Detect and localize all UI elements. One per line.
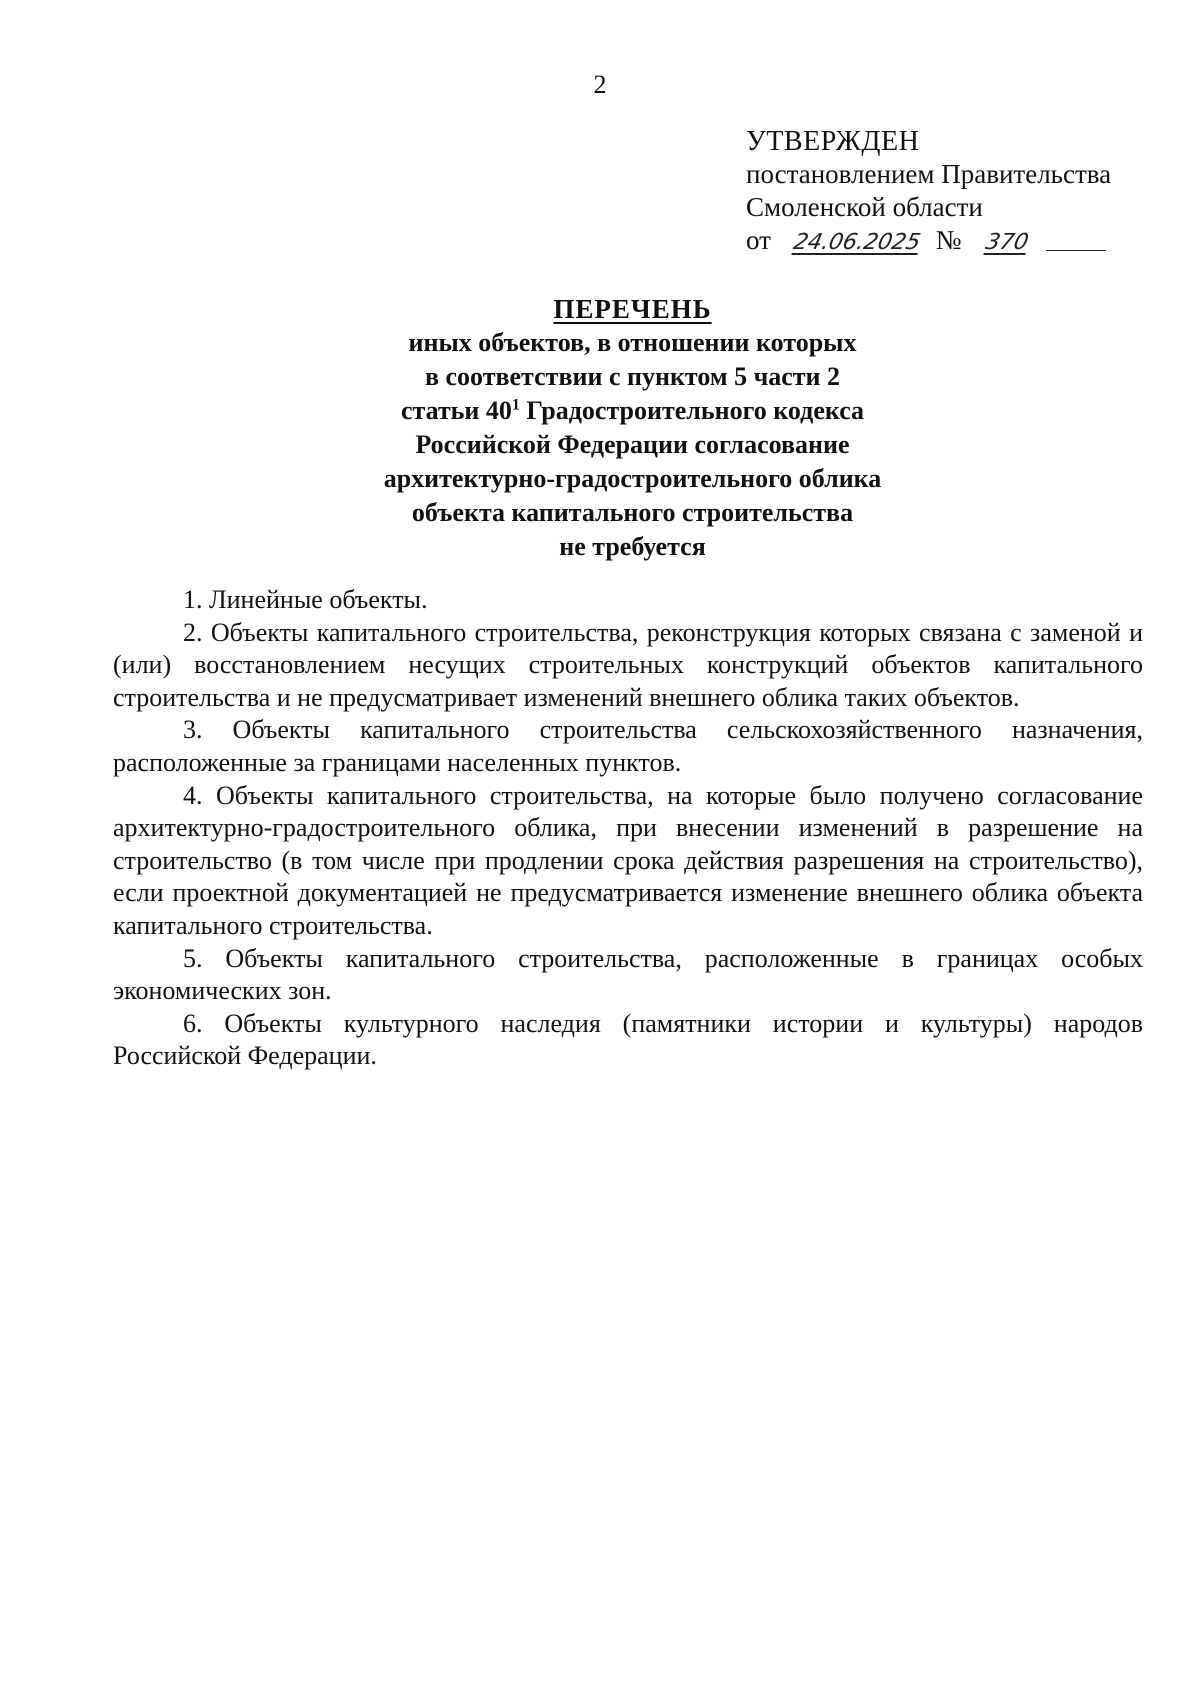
- heading-line-6: объекта капитального строительства: [411, 498, 854, 527]
- handwritten-number: 370: [983, 230, 1031, 255]
- heading-line-3-end: Градостроительного кодекса: [519, 396, 865, 425]
- list-item: 1. Линейные объекты.: [183, 585, 428, 614]
- approval-block: [746, 125, 1111, 259]
- approval-date-line: [746, 224, 1111, 259]
- heading-line-4: Российской Федерации согласование: [415, 430, 850, 459]
- date-prefix: от: [746, 225, 771, 255]
- heading-superscript: 1: [511, 396, 520, 414]
- number-underline: [1046, 250, 1106, 251]
- heading-line-5: архитектурно-градостроительного облика: [383, 464, 882, 493]
- approval-line-2: Смоленской области: [746, 192, 983, 222]
- handwritten-date: 24.06.2025: [791, 230, 923, 255]
- heading-line-3: [0, 394, 1200, 428]
- items-list: [113, 584, 1143, 1073]
- heading-line-3-start: статьи 40: [400, 396, 512, 425]
- list-item: 3. Объекты капитального строительства сельскохозяйственного назначения, расположенные за границами населенных пунктов.: [113, 715, 1143, 777]
- document-heading: [0, 292, 1200, 564]
- approval-line-1: постановлением Правительства: [746, 159, 1112, 189]
- list-item: 6. Объекты культурного наследия (памятники истории и культуры) народов Российской Федерации.: [113, 1008, 1143, 1071]
- list-item: 2. Объекты капитального строительства, реконструкция которых связана с заменой и (или) восстановлением несущих строительных конструкций объектов капитального строительства и не предусматривает изменений внешнего облика таких объектов.: [113, 617, 1143, 712]
- list-item: 4. Объекты капитального строительства, на которые было получено согласование архитектурно-градостроительного облика, при внесении изменений в разрешение на строительство (в том числе при продлении срока действия разрешения на строительство), если проектной документацией не предусматривается изменение внешнего облика объекта капитального строительства.: [113, 780, 1143, 940]
- number-sign: №: [935, 225, 962, 255]
- heading-line-7: не требуется: [559, 532, 706, 561]
- document-title: ПЕРЕЧЕНЬ: [553, 294, 712, 324]
- heading-line-2: в соответствии с пунктом 5 части 2: [424, 362, 841, 391]
- page-number: 2: [593, 70, 607, 99]
- list-item: 5. Объекты капитального строительства, расположенные в границах особых экономических зон.: [113, 943, 1143, 1006]
- heading-line-1: иных объектов, в отношении которых: [408, 328, 857, 357]
- approval-title: УТВЕРЖДЕН: [746, 126, 920, 157]
